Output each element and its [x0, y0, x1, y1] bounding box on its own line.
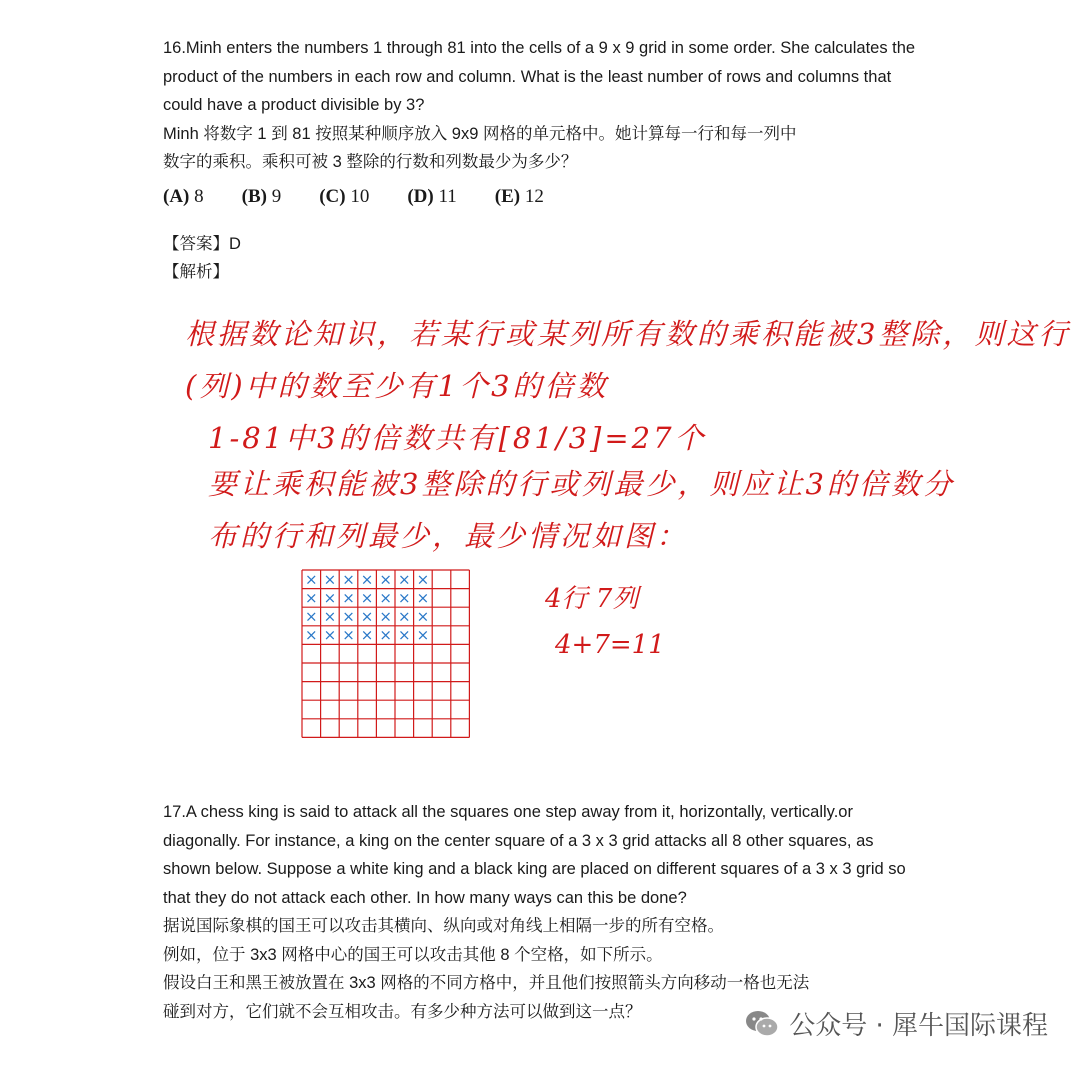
grid-mark: × [416, 588, 430, 607]
answer-label: 【答案】D [163, 235, 241, 253]
note-rows-cols: 4行 7列 [545, 584, 639, 614]
grid-mark: × [305, 588, 318, 607]
grid-mark: × [305, 626, 318, 645]
grid-mark: × [416, 626, 430, 645]
grid-svg [300, 568, 472, 738]
handwriting-line-2: (列)中的数至少有1个3的倍数 [185, 369, 609, 403]
grid-mark: × [360, 570, 374, 589]
handwriting-line-3: 1-81中3的倍数共有[81/3]=27个 [208, 421, 707, 455]
grid-mark: × [342, 570, 355, 589]
problem-16-chinese-line-2: 数字的乘积。乘积可被 3 整除的行数和列数最少为多少？ [163, 153, 578, 171]
grid-mark: × [379, 588, 392, 607]
wechat-icon [745, 1010, 779, 1038]
problem-17 [163, 798, 923, 1026]
grid-mark: × [342, 626, 355, 645]
note-sum: 4+7=11 [555, 630, 665, 660]
grid-mark: × [323, 626, 337, 645]
problem-17-chinese-line-2: 例如，位于 3x3 网格中心的国王可以攻击其他 8 个空格，如下所示。 [163, 945, 663, 964]
grid-mark: × [398, 626, 411, 645]
grid-mark: × [416, 570, 430, 589]
grid-mark: × [342, 588, 355, 607]
grid-mark: × [379, 626, 392, 645]
grid-mark: × [398, 588, 411, 607]
grid-mark: × [305, 570, 318, 589]
grid-mark: × [416, 607, 430, 626]
choice-c: (C) 10 [319, 186, 370, 207]
handwriting-line-1: 根据数论知识，若某行或某列所有数的乘积能被3整除，则这行 [185, 317, 1071, 351]
grid-mark: × [398, 607, 411, 626]
grid-mark: × [360, 588, 374, 607]
handwriting-line-4: 要让乘积能被3整除的行或列最少，则应让3的倍数分 [208, 467, 955, 501]
choice-b: (B) 9 [241, 186, 282, 207]
grid-mark: × [379, 607, 392, 626]
choice-a: (A) 8 [163, 186, 204, 207]
problem-17-chinese-line-3: 假设白王和黑王被放置在 3x3 网格的不同方格中，并且他们按照箭头方向移动一格也无法 [163, 974, 810, 992]
analysis-label: 【解析】 [163, 263, 229, 281]
problem-17-chinese-line-1: 据说国际象棋的国王可以攻击其横向、纵向或对角线上相隔一步的所有空格。 [163, 917, 724, 935]
grid-mark: × [323, 588, 337, 607]
answer-choices [163, 186, 544, 208]
choice-e: (E) 12 [494, 186, 544, 207]
problem-17-chinese-line-4: 碰到对方，它们就不会互相攻击。有多少种方法可以做到这一点？ [163, 1002, 642, 1021]
problem-17-english: 17.A chess king is said to attack all the squares one step away from it, horizontally, vertically.or diagonally. For instance, a king on the center square of a 3 x 3 grid attacks all 8 other squares, as shown below. Suppose a white king and a black king are placed on different squares of a 3 x 3 grid so that they do not attack each other. In how many ways can this be done? [163, 803, 911, 907]
grid-mark: × [360, 607, 374, 626]
problem-16-chinese-line-1: Minh 将数字 1 到 81 按照某种顺序放入 9x9 网格的单元格中。她计算每一行和每一列中 [163, 124, 797, 143]
grid-mark: × [342, 607, 355, 626]
grid-mark: × [323, 570, 337, 589]
choice-d: (D) 11 [407, 186, 457, 207]
handwriting-line-5: 布的行和列最少，最少情况如图： [208, 519, 689, 553]
grid-mark: × [305, 607, 318, 626]
problem-16 [163, 34, 923, 177]
problem-16-english: 16.Minh enters the numbers 1 through 81 into the cells of a 9 x 9 grid in some order. She calculates the product of the numbers in each row and column. What is the least number of rows and columns that could have a product divisible by 3? [163, 39, 920, 114]
grid-mark: × [398, 570, 411, 589]
watermark [745, 1005, 1048, 1042]
grid-mark: × [379, 570, 392, 589]
grid-mark: × [360, 626, 374, 645]
watermark-text: 公众号 · 犀牛国际课程 [789, 1011, 1048, 1041]
solution-grid [300, 568, 472, 743]
grid-mark: × [323, 607, 337, 626]
